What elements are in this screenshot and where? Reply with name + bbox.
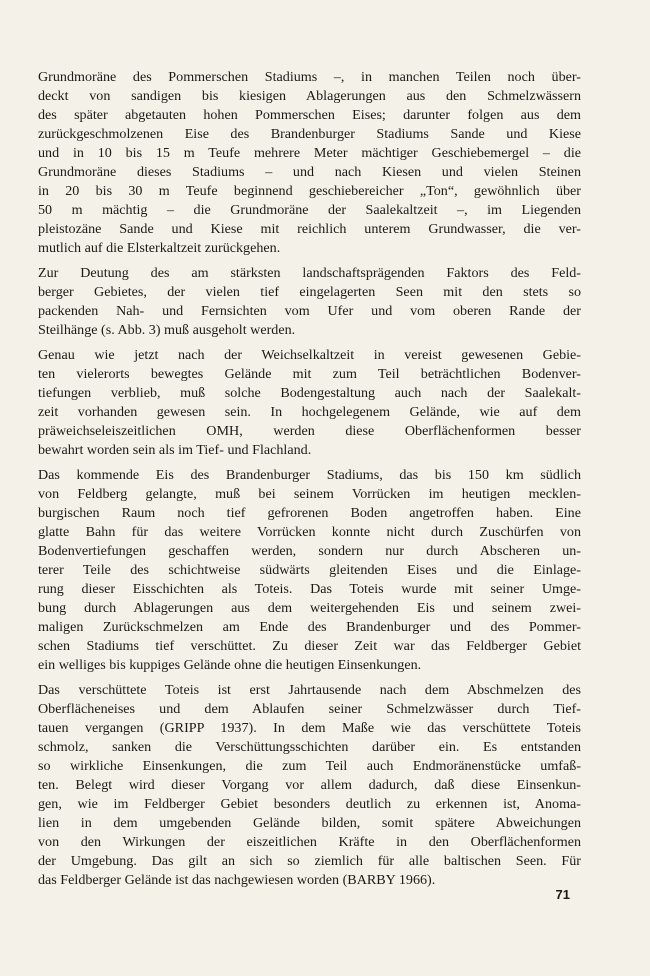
text-line: burgischen Raum noch tief gefrorenen Boden angetroffen haben. Eine xyxy=(38,505,581,521)
text-line: und in 10 bis 15 m Teufe mehrere Meter mächtiger Geschiebemergel – die xyxy=(38,145,581,161)
page-number: 71 xyxy=(555,887,570,902)
text-line: bung durch Ablagerungen aus dem weitergehenden Eis und seinem zwei- xyxy=(38,600,581,616)
text-line: mutlich auf die Elsterkaltzeit zurückgehen. xyxy=(38,240,281,256)
text-line: tiefungen verblieb, muß solche Bodengestaltung auch nach der Saalekalt- xyxy=(38,385,581,401)
text-line: ein welliges bis kuppiges Gelände ohne die heutigen Einsenkungen. xyxy=(38,657,422,673)
text-line: von den Wirkungen der eiszeitlichen Kräfte in den Oberflächenformen xyxy=(38,834,581,850)
text-line: präweichseleiszeitlichen OMH, werden diese Oberflächenformen besser xyxy=(38,423,581,439)
text-line: zurückgeschmolzenen Eise des Brandenburger Stadiums Sande und Kiese xyxy=(38,126,581,142)
text-line: Grundmoräne dieses Stadiums – und nach Kiesen und vielen Steinen xyxy=(38,164,581,180)
text-line: tauen vergangen (GRIPP 1937). In dem Maße wie das verschüttete Toteis xyxy=(38,720,581,736)
text-line: bewahrt worden sein als im Tief- und Flachland. xyxy=(38,442,312,458)
text-line: schmolz, sanken die Verschüttungsschichten darüber ein. Es entstanden xyxy=(38,739,581,755)
text-line: Bodenvertiefungen geschaffen werden, sondern nur durch Abscheren un- xyxy=(38,543,581,559)
text-line: glatte Bahn für das weitere Vorrücken konnte nicht durch Zuschürfen von xyxy=(38,524,581,540)
text-line: rung dieser Eisschichten als Toteis. Das Toteis wurde mit seiner Umge- xyxy=(38,581,581,597)
text-line: 50 m mächtig – die Grundmoräne der Saalekaltzeit –, im Liegenden xyxy=(38,202,581,218)
text-line: Das kommende Eis des Brandenburger Stadiums, das bis 150 km südlich xyxy=(38,467,581,483)
text-line: packenden Nah- und Fernsichten vom Ufer und vom oberen Rande der xyxy=(38,303,581,319)
text-line: zeit vorhanden gewesen sein. In hochgelegenem Gelände, wie auf dem xyxy=(38,404,581,420)
text-line: Genau wie jetzt nach der Weichselkaltzeit in vereist gewesenen Gebie- xyxy=(38,347,581,363)
text-line: Das verschüttete Toteis ist erst Jahrtausende nach dem Abschmelzen des xyxy=(38,682,581,698)
text-line: Oberflächeneises und dem Ablaufen seiner Schmelzwässer durch Tief- xyxy=(38,701,581,717)
text-line: Steilhänge (s. Abb. 3) muß ausgeholt werden. xyxy=(38,322,296,338)
text-line: schen Stadiums tief verschüttet. Zu dieser Zeit war das Feldberger Gebiet xyxy=(38,638,581,654)
text-line: in 20 bis 30 m Teufe beginnend geschiebereicher „Ton“, gewöhnlich über xyxy=(38,183,581,199)
text-line: ten. Belegt wird dieser Vorgang vor allem dadurch, daß diese Einsenkun- xyxy=(38,777,581,793)
paragraph xyxy=(38,681,581,890)
text-line: von Feldberg gelangte, muß bei seinem Vorrücken im heutigen mecklen- xyxy=(38,486,581,502)
text-line: maligen Zurückschmelzen am Ende des Brandenburger und des Pommer- xyxy=(38,619,581,635)
paragraph xyxy=(38,466,581,675)
text-line: das Feldberger Gelände ist das nachgewiesen worden (BARBY 1966). xyxy=(38,872,436,888)
text-line: gen, wie im Feldberger Gebiet besonders deutlich zu erkennen ist, Anoma- xyxy=(38,796,581,812)
text-line: berger Gebietes, der vielen tief eingelagerten Seen mit den stets so xyxy=(38,284,581,300)
paragraph xyxy=(38,264,581,340)
paragraph xyxy=(38,346,581,460)
text-line: deckt von sandigen bis kiesigen Ablagerungen aus den Schmelzwässern xyxy=(38,88,581,104)
text-line: Zur Deutung des am stärksten landschaftsprägenden Faktors des Feld- xyxy=(38,265,581,281)
text-line: lien in dem umgebenden Gelände bilden, somit spätere Abweichungen xyxy=(38,815,581,831)
text-line: ten vielerorts bewegtes Gelände mit zum Teil beträchtlichen Bodenver- xyxy=(38,366,581,382)
paragraph xyxy=(38,68,581,258)
text-line: terer Teile des schichtweise südwärts gleitenden Eises und die Einlage- xyxy=(38,562,581,578)
text-line: so wirkliche Einsenkungen, die zum Teil auch Endmoränenstücke umfaß- xyxy=(38,758,581,774)
text-line: pleistozäne Sande und Kiese mit reichlich unterem Grundwasser, die ver- xyxy=(38,221,581,237)
text-line: des später abgetauten hohen Pommerschen Eises; darunter folgen aus dem xyxy=(38,107,581,123)
text-line: Grundmoräne des Pommerschen Stadiums –, in manchen Teilen noch über- xyxy=(38,69,581,85)
text-line: der Umgebung. Das gilt an sich so ziemlich für alle baltischen Seen. Für xyxy=(38,853,581,869)
